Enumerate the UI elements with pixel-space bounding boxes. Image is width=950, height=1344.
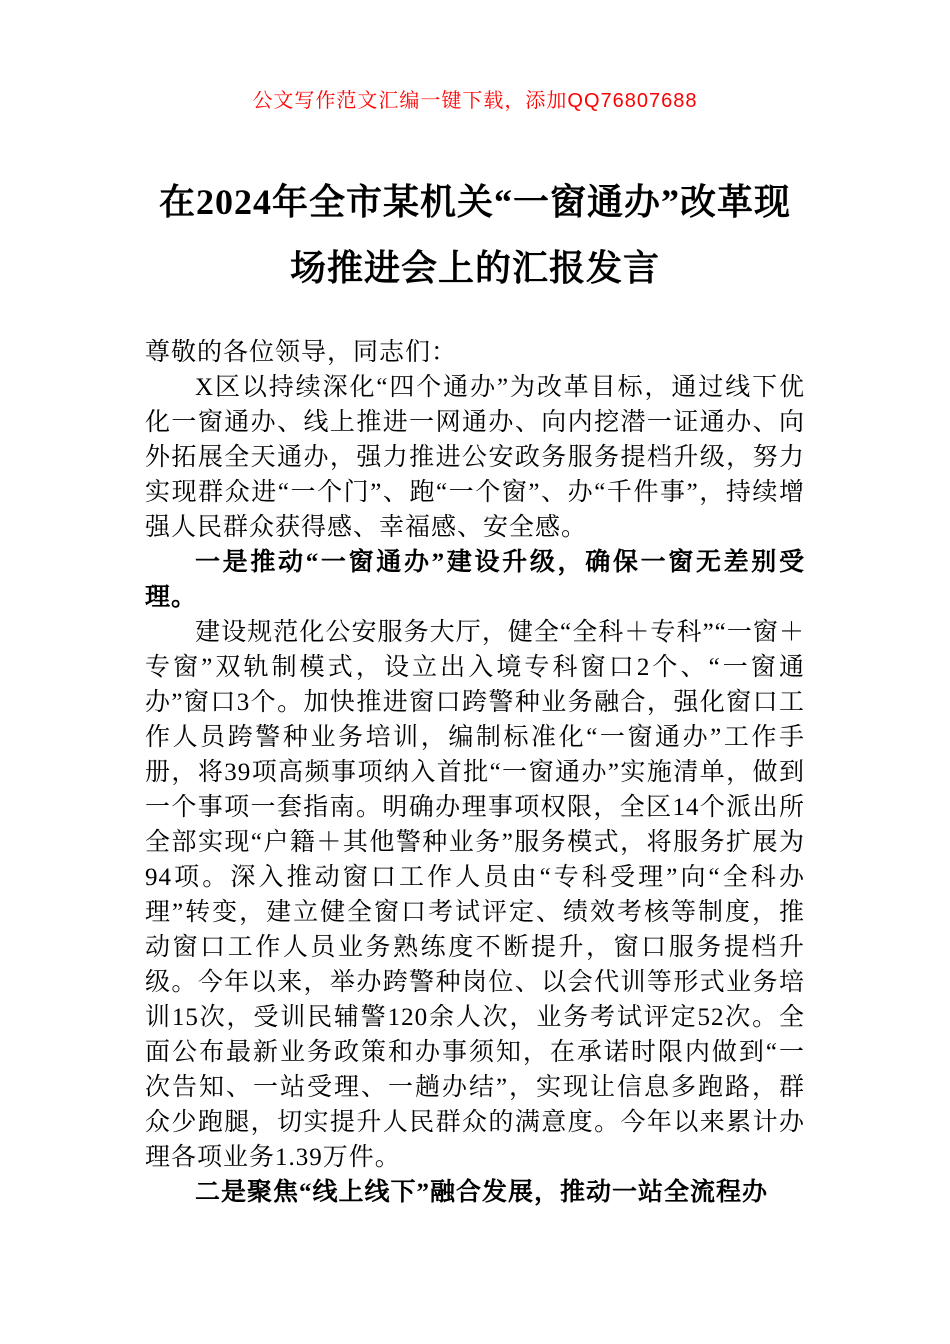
- promo-banner: 公文写作范文汇编一键下载，添加QQ76807688: [252, 90, 698, 112]
- title-line-2: 场推进会上的汇报发言: [289, 248, 660, 288]
- document-body: [145, 335, 805, 1210]
- section-1-paragraph: 建设规范化公安服务大厅，健全“全科＋专科”“一窗＋专窗”双轨制模式，设立出入境专科窗口2个、“一窗通办”窗口3个。加快推进窗口跨警种业务融合，强化窗口工作人员跨警种业务培训，编制标准化“一窗通办”工作手册，将39项高频事项纳入首批“一窗通办”实施清单，做到一个事项一套指南。明确办理事项权限，全区14个派出所全部实现“户籍＋其他警种业务”服务模式，将服务扩展为94项。深入推动窗口工作人员由“专科受理”向“全科办理”转变，建立健全窗口考试评定、绩效考核等制度，推动窗口工作人员业务熟练度不断提升，窗口服务提档升级。今年以来，举办跨警种岗位、以会代训等形式业务培训15次，受训民辅警120余人次，业务考试评定52次。全面公布最新业务政策和办事须知，在承诺时限内做到“一次告知、一站受理、一趟办结”，实现让信息多跑路，群众少跑腿，切实提升人民群众的满意度。今年以来累计办理各项业务1.39万件。: [145, 619, 805, 1171]
- document-title: [125, 169, 825, 301]
- opening-paragraph: X区以持续深化“四个通办”为改革目标，通过线下优化一窗通办、线上推进一网通办、向内挖潜一证通办、向外拓展全天通办，强力推进公安政务服务提档升级，努力实现群众进“一个门”、跑“一个窗”、办“千件事”，持续增强人民群众获得感、幸福感、安全感。: [145, 374, 805, 541]
- section-1-heading: 一是推动“一窗通办”建设升级，确保一窗无差别受理。: [145, 549, 805, 611]
- salutation: 尊敬的各位领导，同志们：: [145, 339, 458, 366]
- section-2-heading: 二是聚焦“线上线下”融合发展，推动一站全流程办: [195, 1179, 769, 1206]
- title-line-1: 在2024年全市某机关“一窗通办”改革现: [158, 182, 791, 222]
